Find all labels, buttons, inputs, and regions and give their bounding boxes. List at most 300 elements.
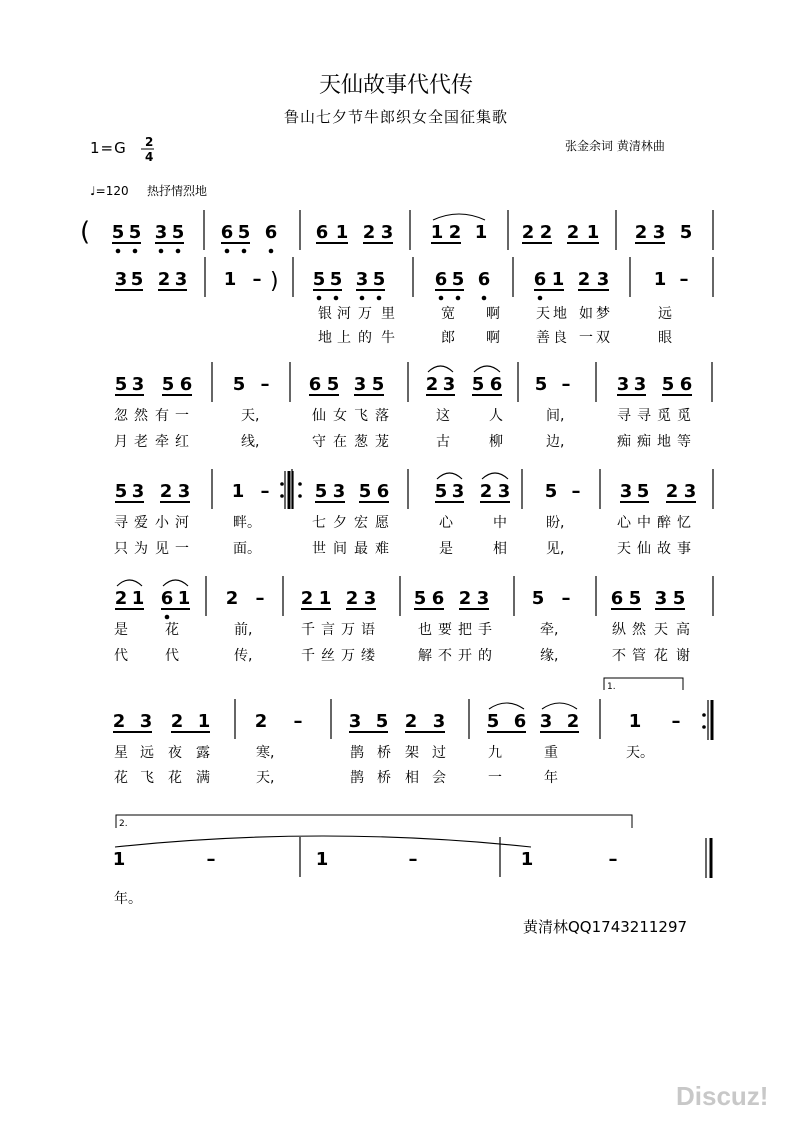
note: 5 [326, 374, 340, 395]
signature: 黄清林QQ1743211297 [523, 918, 688, 936]
lyric-verse-2: 只 [114, 541, 128, 557]
note: 3 [114, 269, 128, 290]
octave-dot [456, 296, 461, 301]
note: 5 [672, 588, 686, 609]
slur-arc [115, 836, 531, 847]
lyric-verse-2: 解 [418, 648, 432, 664]
note: 3 [654, 588, 668, 609]
lyric-verse-2: 事 [677, 541, 691, 557]
lyric-verse-2: 红 [175, 434, 189, 450]
note: 3 [497, 481, 511, 502]
lyric-verse-2: 相 [405, 770, 419, 786]
note: 6 [179, 374, 193, 395]
lyric-verse-2: 故 [657, 541, 671, 557]
lyric-verse-1: 天 [654, 622, 668, 638]
note: 6 [220, 222, 234, 243]
lyric-verse-1: 牵, [540, 622, 559, 638]
lyric-verse-1: 年。 [114, 891, 142, 907]
lyric-verse-1: 如 [579, 306, 593, 322]
note: 5 [114, 374, 128, 395]
note: 3 [652, 222, 666, 243]
lyric-verse-2: 传, [234, 648, 253, 664]
slur-arc [474, 366, 500, 372]
lyric-verse-1: 过 [432, 745, 446, 761]
note: 3 [131, 374, 145, 395]
note: 5 [232, 374, 246, 395]
note: 3 [131, 481, 145, 502]
lyric-verse-1: 然 [632, 622, 646, 638]
note: 1 [520, 849, 534, 870]
note: 5 [372, 269, 386, 290]
lyric-verse-2: 管 [632, 648, 646, 664]
volta-1-bracket [604, 678, 683, 690]
octave-dot [538, 296, 543, 301]
octave-dot [165, 615, 170, 620]
lyric-verse-2: 桥 [377, 770, 391, 786]
volta-2-bracket [116, 815, 632, 828]
lyric-verse-2: 线, [241, 434, 260, 450]
note: 1 [131, 588, 145, 609]
lyric-verse-2: 见, [546, 541, 565, 557]
note: 3 [633, 374, 647, 395]
lyric-verse-1: 天, [241, 408, 260, 424]
note: 5 [471, 374, 485, 395]
note: 5 [161, 374, 175, 395]
octave-dot [482, 296, 487, 301]
note: – [608, 849, 618, 870]
note: 5 [171, 222, 185, 243]
note: 5 [114, 481, 128, 502]
note: 5 [451, 269, 465, 290]
note: 6 [679, 374, 693, 395]
octave-dot [334, 296, 339, 301]
note: 6 [489, 374, 503, 395]
lyric-verse-2: 痴 [617, 434, 631, 450]
lyric-verse-1: 忽 [114, 408, 128, 424]
lyric-verse-1: 高 [676, 622, 690, 638]
note: 5 [375, 711, 389, 732]
note: – [260, 374, 270, 395]
lyric-verse-1: 里 [381, 306, 395, 322]
time-sig-top: 2 [145, 135, 154, 149]
note: 2 [448, 222, 462, 243]
note: 1 [231, 481, 245, 502]
repeat-dot [280, 482, 284, 486]
slur-arc [437, 473, 462, 479]
note: 3 [596, 269, 610, 290]
note: 5 [531, 588, 545, 609]
lyric-verse-2: 为 [134, 541, 148, 557]
note: 3 [619, 481, 633, 502]
lyric-verse-1: 前, [234, 622, 253, 638]
lyric-verse-2: 仙 [637, 541, 651, 557]
lyric-verse-1: 盼, [546, 515, 565, 531]
lyric-verse-1: 天 [536, 306, 550, 322]
note: 1 [318, 588, 332, 609]
lyric-verse-1: 天。 [626, 745, 654, 761]
note: 5 [628, 588, 642, 609]
slur-arc [482, 473, 508, 479]
note: 1 [586, 222, 600, 243]
lyric-verse-1: 寒, [256, 745, 275, 761]
expression-mark: 热抒情烈地 [147, 184, 208, 198]
lyric-verse-1: 要 [438, 622, 452, 638]
lyric-verse-1: 鹊 [350, 745, 364, 761]
note: 6 [315, 222, 329, 243]
lyric-verse-2: 痴 [637, 434, 651, 450]
note: 1 [112, 849, 126, 870]
note: 3 [380, 222, 394, 243]
slur-arc [117, 580, 142, 586]
lyric-verse-1: 星 [114, 745, 128, 761]
lyric-verse-1: 桥 [377, 745, 391, 761]
note: 2 [665, 481, 679, 502]
song-title: 天仙故事代代传 [318, 73, 474, 98]
lyric-verse-1: 人 [489, 408, 503, 424]
note: 5 [679, 222, 693, 243]
note: 3 [348, 711, 362, 732]
note: 1 [653, 269, 667, 290]
tempo-mark: ♩=120 [90, 184, 129, 198]
repeat-dot [298, 494, 302, 498]
lyric-verse-2: 世 [312, 541, 326, 557]
note: 3 [683, 481, 697, 502]
lyric-verse-1: 然 [134, 408, 148, 424]
note: – [408, 849, 418, 870]
lyric-verse-1: 地 [553, 306, 567, 322]
lyric-verse-2: 边, [546, 434, 565, 450]
note: – [561, 374, 571, 395]
lyric-verse-1: 忆 [677, 515, 691, 531]
octave-dot [439, 296, 444, 301]
lyric-verse-2: 葱 [354, 434, 368, 450]
repeat-dot [702, 713, 706, 717]
lyric-verse-1: 河 [337, 306, 351, 322]
credits: 张金余词 黄清林曲 [565, 139, 665, 153]
lyric-verse-2: 代 [114, 648, 128, 664]
lyric-verse-1: 有 [155, 408, 169, 424]
lyric-verse-2: 善 [536, 330, 550, 346]
lyric-verse-2: 柳 [489, 434, 503, 450]
note: 1 [197, 711, 211, 732]
note: – [679, 269, 689, 290]
lyric-verse-2: 在 [333, 434, 347, 450]
lyric-verse-2: 鹊 [350, 770, 364, 786]
note: 2 [225, 588, 239, 609]
lyric-verse-1: 心 [439, 515, 453, 531]
lyric-verse-1: 远 [140, 745, 154, 761]
lyric-verse-2: 是 [439, 541, 453, 557]
lyric-verse-1: 飞 [354, 408, 368, 424]
note: 1 [315, 849, 329, 870]
lyric-verse-2: 牵 [155, 434, 169, 450]
note: 1 [177, 588, 191, 609]
lyric-verse-1: 夜 [168, 745, 182, 761]
octave-dot [176, 249, 181, 254]
note: 6 [533, 269, 547, 290]
note: – [671, 711, 681, 732]
lyric-verse-2: 相 [493, 541, 507, 557]
lyric-verse-2: 一 [488, 770, 502, 786]
lyric-verse-2: 天 [617, 541, 631, 557]
note: 6 [434, 269, 448, 290]
lyric-verse-1: 醉 [657, 515, 671, 531]
key-signature: 1=G [90, 139, 127, 157]
note: 5 [130, 269, 144, 290]
lyric-verse-1: 夕 [333, 515, 347, 531]
lyric-verse-1: 爱 [134, 515, 148, 531]
lyric-verse-1: 这 [436, 408, 450, 424]
note: 2 [521, 222, 535, 243]
lyric-verse-2: 面。 [233, 541, 261, 557]
lyric-verse-1: 寻 [637, 408, 651, 424]
lyric-verse-1: 中 [493, 515, 507, 531]
note: 6 [376, 481, 390, 502]
lyric-verse-2: 的 [358, 330, 372, 346]
lyric-verse-2: 古 [436, 434, 450, 450]
slur-arc [542, 703, 577, 709]
volta-1-label: 1. [607, 682, 616, 692]
note: 5 [413, 588, 427, 609]
note: 3 [476, 588, 490, 609]
lyric-verse-2: 年 [544, 770, 558, 786]
note: 3 [154, 222, 168, 243]
lyric-verse-2: 花 [654, 648, 668, 664]
note: 1 [430, 222, 444, 243]
score-content [80, 210, 713, 907]
note: – [561, 588, 571, 609]
watermark: Discuz! [676, 1081, 769, 1111]
note: 2 [634, 222, 648, 243]
note: 1 [474, 222, 488, 243]
lyric-verse-1: 重 [544, 745, 558, 761]
note: 5 [111, 222, 125, 243]
note: 3 [451, 481, 465, 502]
lyric-verse-1: 啊 [486, 306, 500, 322]
volta-2-label: 2. [119, 819, 128, 829]
note: 5 [434, 481, 448, 502]
repeat-dot [280, 494, 284, 498]
note: 2 [539, 222, 553, 243]
lyric-verse-2: 花 [114, 770, 128, 786]
lyric-verse-1: 花 [165, 622, 179, 638]
note: 5 [661, 374, 675, 395]
octave-dot [242, 249, 247, 254]
lyric-verse-1: 是 [114, 622, 128, 638]
note: 5 [128, 222, 142, 243]
note: 3 [353, 374, 367, 395]
lyric-verse-2: 最 [354, 541, 368, 557]
lyric-verse-1: 心 [617, 515, 631, 531]
note: 5 [534, 374, 548, 395]
slur-arc [433, 214, 485, 220]
note: 2 [300, 588, 314, 609]
lyric-verse-1: 言 [321, 622, 335, 638]
lyric-verse-2: 地 [318, 330, 332, 346]
lyric-verse-2: 花 [168, 770, 182, 786]
lyric-verse-2: 茏 [375, 434, 389, 450]
note: 3 [139, 711, 153, 732]
note: 2 [254, 711, 268, 732]
lyric-verse-2: 牛 [381, 330, 395, 346]
repeat-dot [298, 482, 302, 486]
note: 3 [174, 269, 188, 290]
lyric-verse-2: 开 [458, 648, 472, 664]
lyric-verse-1: 宏 [354, 515, 368, 531]
note: 1 [335, 222, 349, 243]
note: 2 [458, 588, 472, 609]
note: 6 [160, 588, 174, 609]
note: 5 [329, 269, 343, 290]
note: 2 [345, 588, 359, 609]
lyric-verse-1: 女 [333, 408, 347, 424]
lyric-verse-1: 宽 [441, 306, 455, 322]
note: 2 [566, 222, 580, 243]
lyric-verse-2: 郎 [441, 330, 455, 346]
lyric-verse-1: 银 [318, 306, 332, 322]
lyric-verse-1: 万 [358, 306, 372, 322]
note: 1 [551, 269, 565, 290]
intro-open-paren: ( [80, 217, 91, 247]
lyric-verse-2: 会 [432, 770, 446, 786]
note: 1 [628, 711, 642, 732]
lyric-verse-1: 也 [418, 622, 432, 638]
lyric-verse-2: 万 [341, 648, 355, 664]
note: 2 [159, 481, 173, 502]
lyric-verse-1: 小 [155, 515, 169, 531]
note: 3 [442, 374, 456, 395]
octave-dot [360, 296, 365, 301]
note: 2 [157, 269, 171, 290]
lyric-verse-1: 觅 [657, 408, 671, 424]
lyric-verse-2: 等 [677, 434, 691, 450]
note: 2 [170, 711, 184, 732]
lyric-verse-1: 纵 [612, 622, 626, 638]
octave-dot [159, 249, 164, 254]
lyric-verse-1: 梦 [596, 306, 610, 322]
lyric-verse-2: 眼 [658, 330, 672, 346]
lyric-verse-2: 地 [657, 434, 671, 450]
lyric-verse-1: 落 [375, 408, 389, 424]
note: – [260, 481, 270, 502]
lyric-verse-2: 见 [155, 541, 169, 557]
note: 6 [431, 588, 445, 609]
lyric-verse-1: 仙 [312, 408, 326, 424]
note: 5 [544, 481, 558, 502]
lyric-verse-2: 难 [375, 541, 389, 557]
note: – [252, 269, 262, 290]
note: 5 [636, 481, 650, 502]
note: 1 [223, 269, 237, 290]
time-sig-bottom: 4 [145, 150, 154, 164]
lyric-verse-2: 良 [553, 330, 567, 346]
lyric-verse-2: 谢 [676, 648, 690, 664]
note: 5 [486, 711, 500, 732]
repeat-dot [702, 725, 706, 729]
note: 6 [513, 711, 527, 732]
note: 2 [114, 588, 128, 609]
note: – [571, 481, 581, 502]
note: 3 [539, 711, 553, 732]
lyric-verse-2: 缘, [540, 648, 559, 664]
lyric-verse-2: 代 [165, 648, 179, 664]
octave-dot [317, 296, 322, 301]
lyric-verse-1: 河 [175, 515, 189, 531]
note: 5 [237, 222, 251, 243]
intro-close-paren: ) [270, 269, 279, 294]
lyric-verse-2: 双 [596, 330, 610, 346]
lyric-verse-1: 把 [458, 622, 472, 638]
lyric-verse-2: 天, [256, 770, 275, 786]
octave-dot [116, 249, 121, 254]
song-subtitle: 鲁山七夕节牛郎织女全国征集歌 [283, 108, 509, 126]
octave-dot [377, 296, 382, 301]
slur-arc [428, 366, 453, 372]
lyric-verse-2: 缕 [361, 648, 375, 664]
lyric-verse-1: 一 [175, 408, 189, 424]
slur-arc [489, 703, 524, 709]
octave-dot [269, 249, 274, 254]
note: 3 [432, 711, 446, 732]
note: 3 [355, 269, 369, 290]
lyric-verse-1: 寻 [617, 408, 631, 424]
note: 2 [112, 711, 126, 732]
octave-dot [225, 249, 230, 254]
lyric-verse-1: 七 [312, 515, 326, 531]
note: 6 [477, 269, 491, 290]
note: 2 [404, 711, 418, 732]
note: 6 [308, 374, 322, 395]
note: 2 [566, 711, 580, 732]
note: 5 [314, 481, 328, 502]
lyric-verse-1: 寻 [114, 515, 128, 531]
octave-dot [133, 249, 138, 254]
note: – [206, 849, 216, 870]
note: – [255, 588, 265, 609]
note: 2 [362, 222, 376, 243]
note: 3 [616, 374, 630, 395]
lyric-verse-2: 一 [579, 330, 593, 346]
note: – [293, 711, 303, 732]
lyric-verse-1: 万 [341, 622, 355, 638]
note: 3 [332, 481, 346, 502]
lyric-verse-2: 月 [114, 434, 128, 450]
lyric-verse-2: 一 [175, 541, 189, 557]
note: 3 [177, 481, 191, 502]
lyric-verse-1: 手 [478, 622, 492, 638]
lyric-verse-2: 不 [612, 648, 626, 664]
lyric-verse-1: 觅 [677, 408, 691, 424]
lyric-verse-1: 露 [196, 745, 210, 761]
lyric-verse-1: 愿 [375, 515, 389, 531]
slur-arc [163, 580, 188, 586]
lyric-verse-1: 九 [488, 745, 502, 761]
lyric-verse-1: 畔。 [233, 515, 261, 531]
lyric-verse-2: 啊 [486, 330, 500, 346]
lyric-verse-1: 架 [405, 745, 419, 761]
lyric-verse-2: 守 [312, 434, 326, 450]
note: 2 [479, 481, 493, 502]
lyric-verse-2: 的 [478, 648, 492, 664]
lyric-verse-1: 中 [637, 515, 651, 531]
lyric-verse-2: 飞 [140, 770, 154, 786]
note: 6 [264, 222, 278, 243]
lyric-verse-2: 老 [134, 434, 148, 450]
note: 2 [577, 269, 591, 290]
note: 2 [425, 374, 439, 395]
lyric-verse-2: 上 [337, 330, 351, 346]
note: 5 [358, 481, 372, 502]
